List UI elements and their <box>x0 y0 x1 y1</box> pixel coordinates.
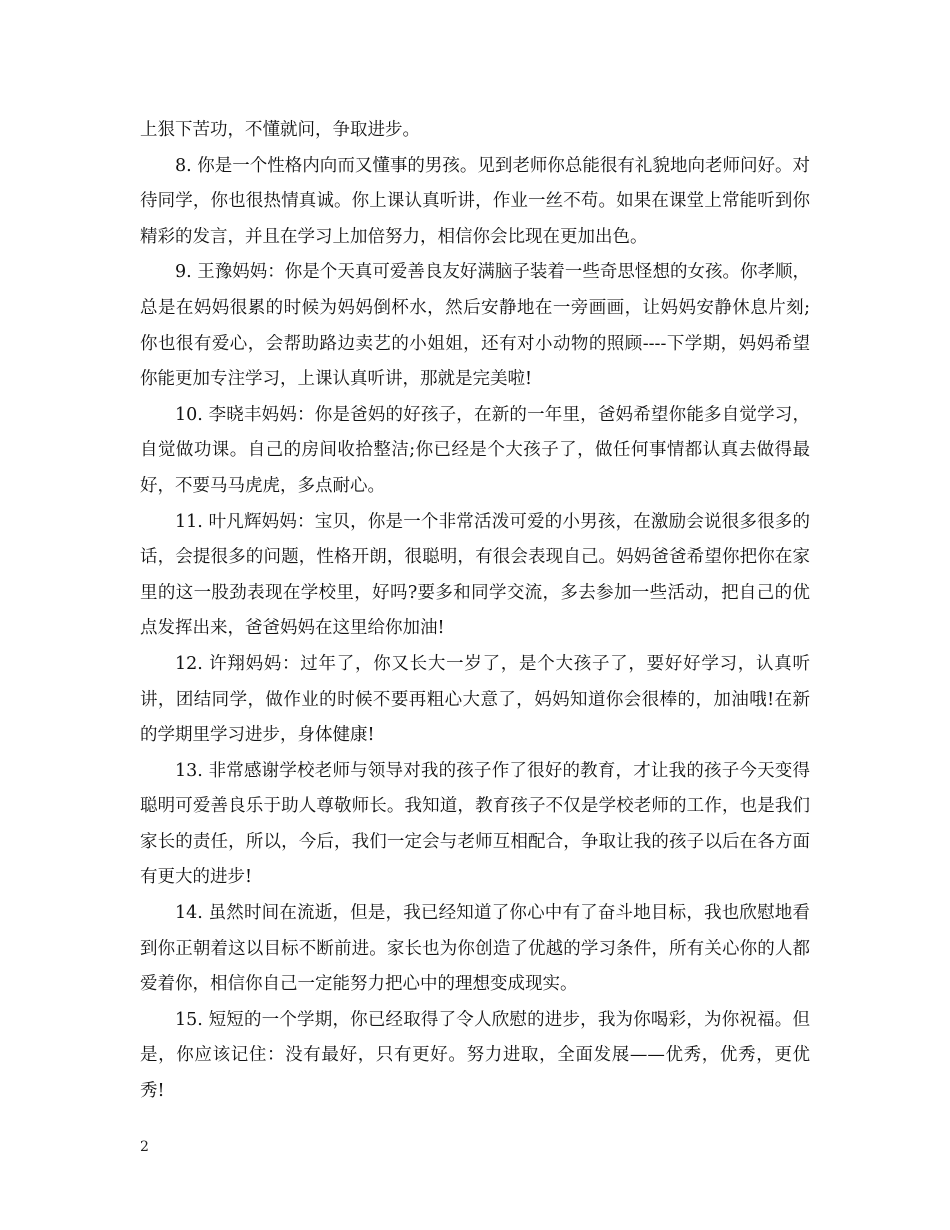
paragraph-item-15: 15. 短短的一个学期，你已经取得了令人欣慰的进步，我为你喝彩，为你祝福。但是，你应该记住：没有最好，只有更好。努力进取，全面发展——优秀，优秀，更优秀! <box>140 1009 810 1102</box>
document-body <box>140 113 810 1110</box>
paragraph-item-12: 12. 许翔妈妈：过年了，你又长大一岁了，是个大孩子了，要好好学习，认真听讲，团结同学，做作业的时候不要再粗心大意了，妈妈知道你会很棒的，加油哦!在新的学期里学习进步，身体健康! <box>140 653 810 746</box>
paragraph-item-14: 14. 虽然时间在流逝，但是，我已经知道了你心中有了奋斗地目标，我也欣慰地看到你正朝着这以目标不断前进。家长也为你创造了优越的学习条件，所有关心你的人都爱着你，相信你自己一定能努力把心中的理想变成现实。 <box>140 903 810 995</box>
paragraph-item-11: 11. 叶凡辉妈妈：宝贝，你是一个非常活泼可爱的小男孩，在激励会说很多很多的话，会提很多的问题，性格开朗，很聪明，有很会表现自己。妈妈爸爸希望你把你在家里的这一股劲表现在学校里，好吗?要多和同学交流，多去参加一些活动，把自己的优点发挥出来，爸爸妈妈在这里给你加油! <box>140 511 810 639</box>
paragraph-item-10: 10. 李晓丰妈妈：你是爸妈的好孩子，在新的一年里，爸妈希望你能多自觉学习，自觉做功课。自己的房间收拾整洁;你已经是个大孩子了，做任何事情都认真去做得最好，不要马马虎虎，多点耐心。 <box>140 404 810 496</box>
paragraph-item-9: 9. 王豫妈妈：你是个天真可爱善良友好满脑子装着一些奇思怪想的女孩。你孝顺，总是在妈妈很累的时候为妈妈倒杯水，然后安静地在一旁画画，让妈妈安静休息片刻;你也很有爱心，会帮助路边卖艺的小姐姐，还有对小动物的照顾----下学期，妈妈希望你能更加专注学习，上课认真听讲，那就是完美啦! <box>140 262 810 390</box>
paragraph-item-13: 13. 非常感谢学校老师与领导对我的孩子作了很好的教育，才让我的孩子今天变得聪明可爱善良乐于助人尊敬师长。我知道，教育孩子不仅是学校老师的工作，也是我们家长的责任，所以，今后，我们一定会与老师互相配合，争取让我的孩子以后在各方面有更大的进步! <box>140 760 810 888</box>
paragraph-continuation: 上狠下苦功，不懂就问，争取进步。 <box>140 120 420 140</box>
paragraph-item-8: 8. 你是一个性格内向而又懂事的男孩。见到老师你总能很有礼貌地向老师问好。对待同学，你也很热情真诚。你上课认真听讲，作业一丝不苟。如果在课堂上常能听到你精彩的发言，并且在学习上加倍努力，相信你会比现在更加出色。 <box>140 155 810 247</box>
page-number: 2 <box>140 1139 149 1155</box>
